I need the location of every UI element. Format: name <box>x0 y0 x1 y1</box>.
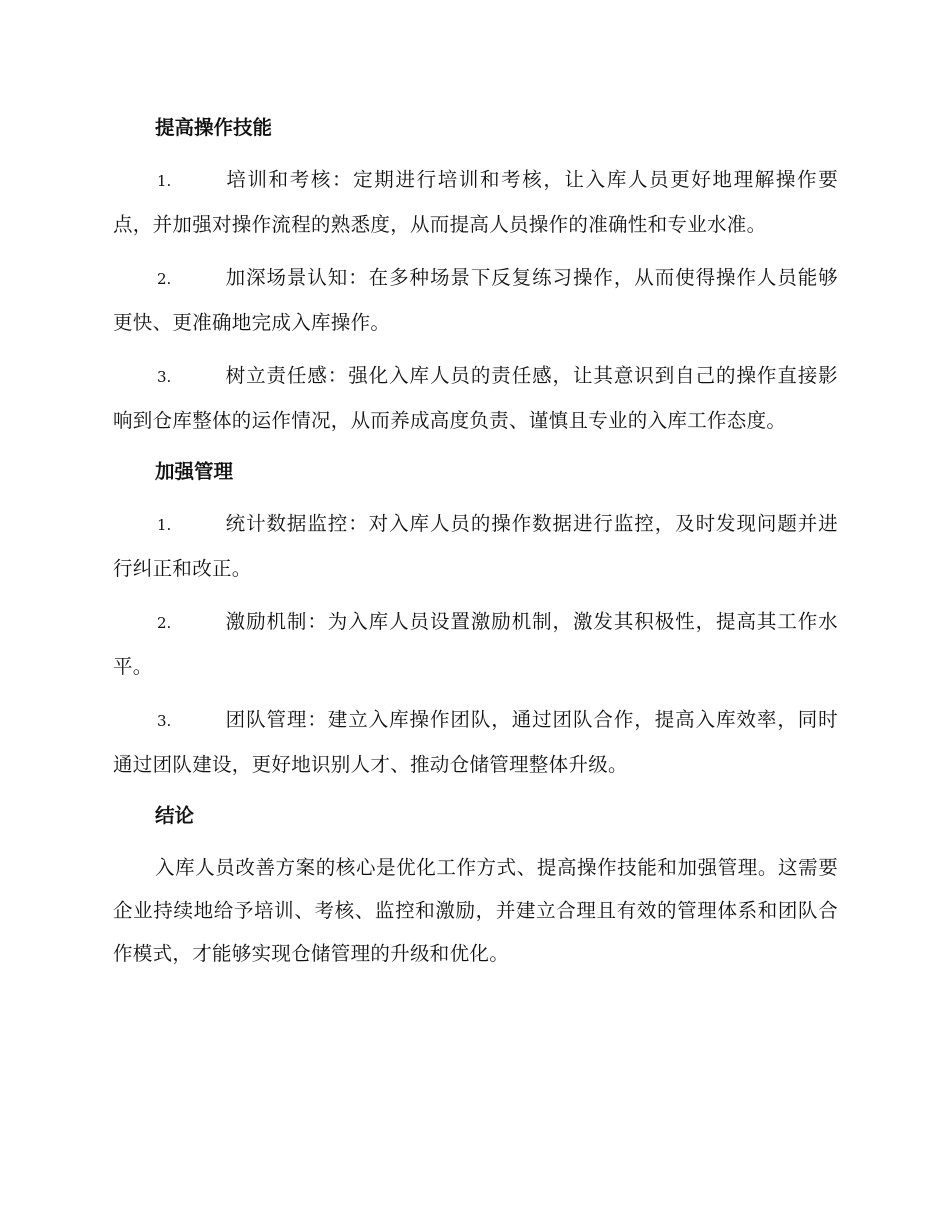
list-item-number: 3. <box>157 712 172 730</box>
conclusion-paragraph: 入库人员改善方案的核心是优化工作方式、提高操作技能和加强管理。这需要企业持续地给予培训、考核、监控和激励，并建立合理且有效的管理体系和团队合作模式，才能够实现仓储管理的升级和优化。 <box>113 856 838 965</box>
list-item <box>113 502 838 590</box>
list-item-number: 1. <box>157 172 172 190</box>
list-item <box>113 256 838 344</box>
list-item-text: 统计数据监控：对入库人员的操作数据进行监控，及时发现问题并进行纠正和改正。 <box>113 512 838 580</box>
section-heading-management: 加强管理 <box>155 460 234 483</box>
list-item-text: 激励机制：为入库人员设置激励机制，激发其积极性，提高其工作水平。 <box>113 610 838 678</box>
list-item-number: 2. <box>157 270 172 288</box>
list-item-text: 加深场景认知：在多种场景下反复练习操作，从而使得操作人员能够更快、更准确地完成入库操作。 <box>113 266 838 334</box>
section-heading-skills: 提高操作技能 <box>155 116 273 139</box>
document-content <box>113 108 838 975</box>
list-item <box>113 354 838 442</box>
list-item-text: 团队管理：建立入库操作团队，通过团队合作，提高入库效率，同时通过团队建设，更好地识别人才、推动仓储管理整体升级。 <box>113 708 838 776</box>
list-item-text: 培训和考核：定期进行培训和考核，让入库人员更好地理解操作要点，并加强对操作流程的熟悉度，从而提高人员操作的准确性和专业水准。 <box>113 168 838 236</box>
list-item <box>113 698 838 786</box>
list-item-number: 1. <box>157 516 172 534</box>
list-item <box>113 600 838 688</box>
list-item-number: 3. <box>157 368 172 386</box>
list-item-number: 2. <box>157 614 172 632</box>
list-item-text: 树立责任感：强化入库人员的责任感，让其意识到自己的操作直接影响到仓库整体的运作情况，从而养成高度负责、谨慎且专业的入库工作态度。 <box>113 364 838 432</box>
section-heading-conclusion: 结论 <box>155 804 195 827</box>
list-item <box>113 158 838 246</box>
